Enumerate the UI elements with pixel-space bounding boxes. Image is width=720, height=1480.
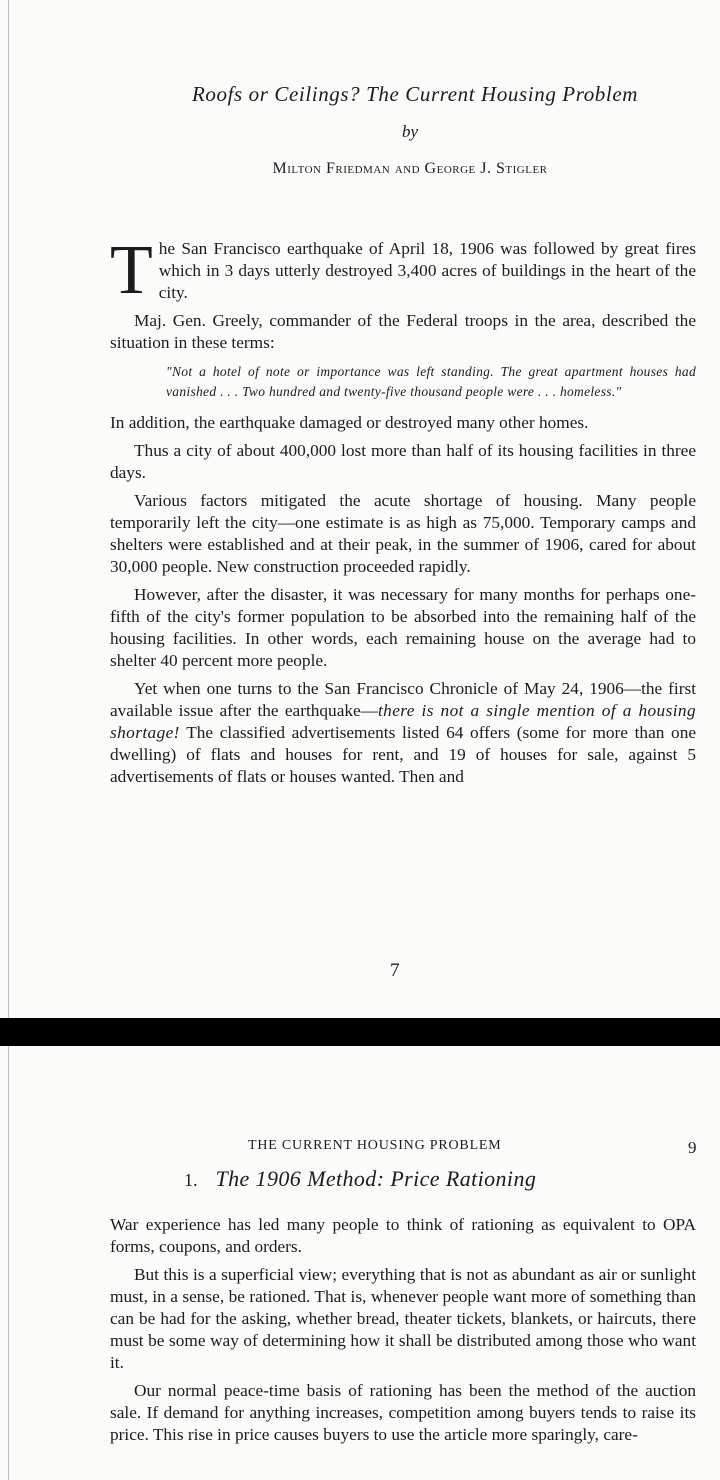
authors: Milton Friedman and George J. Stigler	[272, 160, 548, 177]
paragraph-3: Our normal peace-time basis of rationing has been the method of the auction sale. If demand for anything increases, competition among buyers tends to raise its price. This rise in price causes buyers to use the article more sparingly, care-	[110, 1381, 696, 1444]
article-title: Roofs or Ceilings? The Current Housing Problem	[191, 82, 639, 106]
byline-by: by	[401, 122, 419, 141]
paragraph-4: Thus a city of about 400,000 lost more than half of its housing facilities in three days.	[110, 441, 696, 482]
paragraph-6: However, after the disaster, it was necessary for many months for perhaps one-fifth of the city's former population to be absorbed into the remaining half of the housing facilities. In other words, each remaining house on the average had to shelter 40 percent more people.	[110, 585, 696, 670]
page-edge-line	[8, 1046, 9, 1480]
running-head: THE CURRENT HOUSING PROBLEM	[248, 1138, 502, 1153]
paragraph-1: War experience has led many people to think of rationing as equivalent to OPA forms, coupons, and orders.	[110, 1215, 696, 1256]
drop-cap: T	[110, 232, 153, 309]
paragraph-7-text-a: Yet when one turns to the San Francisco Chronicle of May 24, 1906—the first available issue after the earthquake—	[110, 679, 696, 720]
paragraph-2: Maj. Gen. Greely, commander of the Federal troops in the area, described the situation in these terms:	[110, 311, 696, 352]
paragraph-7-emphasis: there is not a single mention of a housing shortage!	[110, 701, 696, 742]
article-body-page-nine	[110, 1214, 696, 1452]
block-quote: "Not a hotel of note or importance was left standing. The great apartment houses had vanished . . . Two hundred and twenty-five thousand people were . . . homeless."	[166, 364, 696, 399]
section-number: 1.	[184, 1170, 198, 1190]
page-number-nine: 9	[688, 1138, 697, 1157]
paragraph-1-text: he San Francisco earthquake of April 18, 1906 was followed by great fires which in 3 days utterly destroyed 3,400 acres of buildings in the heart of the city.	[158, 239, 696, 302]
page-nine	[0, 1046, 720, 1480]
paragraph-1	[110, 232, 696, 309]
page-number-seven: 7	[390, 960, 400, 981]
page-separator-bar	[0, 1018, 720, 1046]
paragraph-5: Various factors mitigated the acute shortage of housing. Many people temporarily left the city—one estimate is as high as 75,000. Temporary camps and shelters were established and at their peak, in the summer of 1906, cared for about 30,000 people. New construction proceeded rapidly.	[110, 491, 696, 576]
paragraph-3: In addition, the earthquake damaged or destroyed many other homes.	[110, 413, 589, 432]
article-body-page-seven	[110, 232, 696, 794]
paragraph-2: But this is a superficial view; everything that is not as abundant as air or sunlight must, in a sense, be rationed. That is, whenever people want more of something than can be had for the asking, whether bread, theater tickets, blankets, or haircuts, there must be some way of determining how it shall be distributed among those who want it.	[110, 1265, 696, 1372]
page-edge-line	[8, 0, 9, 1018]
paragraph-7	[110, 678, 696, 788]
section-heading	[184, 1166, 536, 1192]
section-title: The 1906 Method: Price Rationing	[215, 1166, 537, 1191]
paragraph-7-text-b: The classified advertisements listed 64 offers (some for more than one dwelling) of flats and houses for rent, and 19 of houses for sale, against 5 advertisements of flats or houses wanted. Then and	[110, 723, 696, 786]
